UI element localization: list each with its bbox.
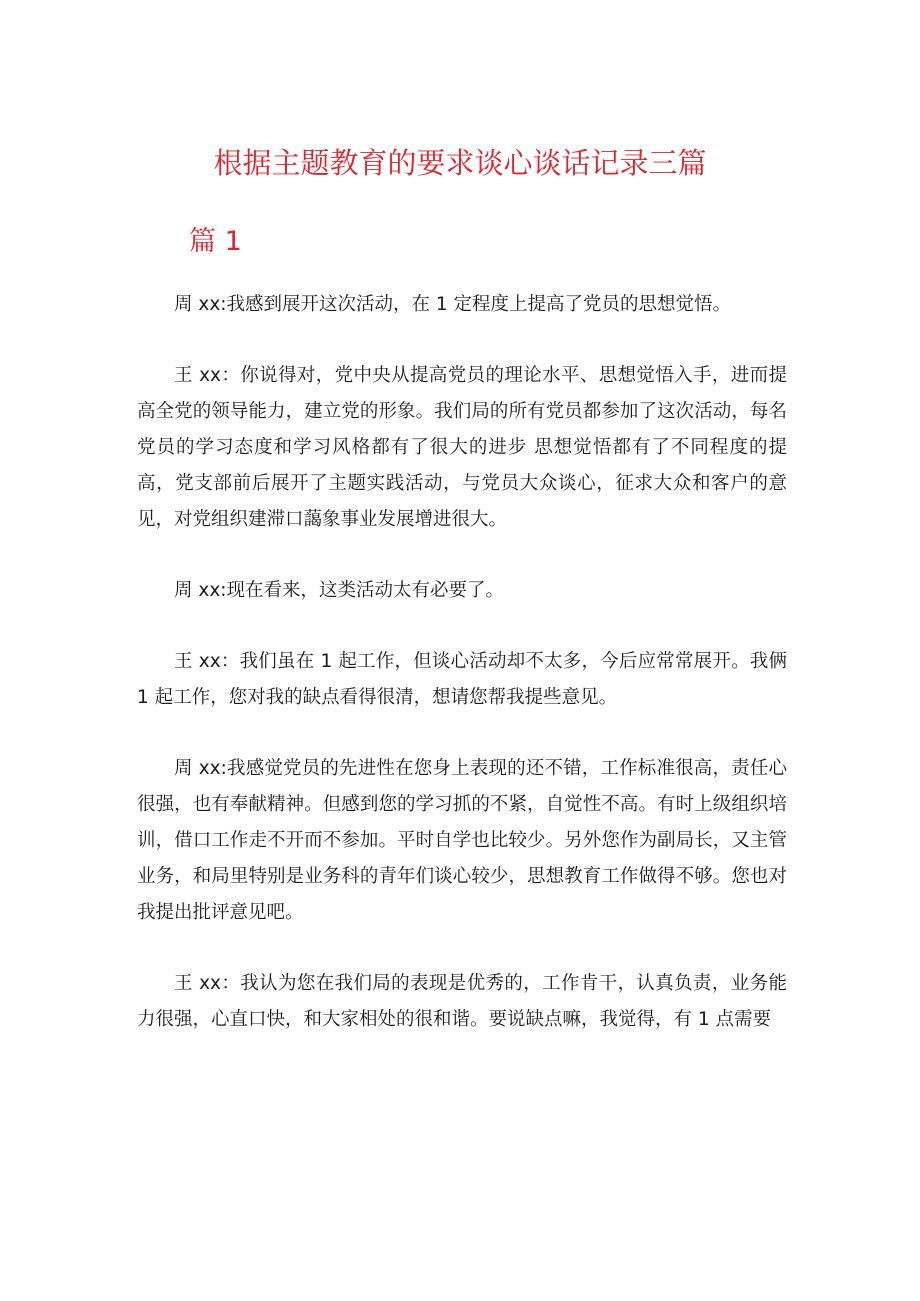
paragraph: 王 xx：我认为您在我们局的表现是优秀的，工作肯干，认真负责，业务能力很强，心直口快，和大家相处的很和谐。要说缺点嘛，我觉得，有 1 点需要 bbox=[137, 973, 787, 1030]
paragraph: 王 xx：我们虽在 1 起工作，但谈心活动却不太多，今后应常常展开。我俩 1 起工作，您对我的缺点看得很清，想请您帮我提些意见。 bbox=[137, 651, 787, 708]
section-heading: 篇 1 bbox=[189, 226, 242, 257]
paragraph: 周 xx:我感觉党员的先进性在您身上表现的还不错，工作标准很高，责任心很强，也有奉献精神。但感到您的学习抓的不紧，自觉性不高。有时上级组织培训，借口工作走不开而不参加。平时自学也比较少。另外您作为副局长，又主管业务，和局里特别是业务科的青年们谈心较少，思想教育工作做得不够。您也对我提出批评意见吧。 bbox=[137, 758, 787, 923]
paragraph: 王 xx：你说得对，党中央从提高党员的理论水平、思想觉悟入手，进而提高全党的领导能力，建立党的形象。我们局的所有党员都参加了这次活动，每名党员的学习态度和学习风格都有了很大的进步 思想觉悟都有了不同程度的提高，党支部前后展开了主题实践活动，与党员大众谈心，征求大众和客户的意见，对党组织建滞口藹象事业发展增进很大。 bbox=[137, 365, 787, 530]
paragraph: 周 xx:现在看来，这类活动太有必要了。 bbox=[174, 580, 505, 601]
document-title: 根据主题教育的要求谈心谈话记录三篇 bbox=[213, 146, 707, 180]
document-body bbox=[137, 287, 787, 1073]
paragraph: 周 xx:我感到展开这次活动，在 1 定程度上提高了党员的思想觉悟。 bbox=[174, 294, 732, 315]
